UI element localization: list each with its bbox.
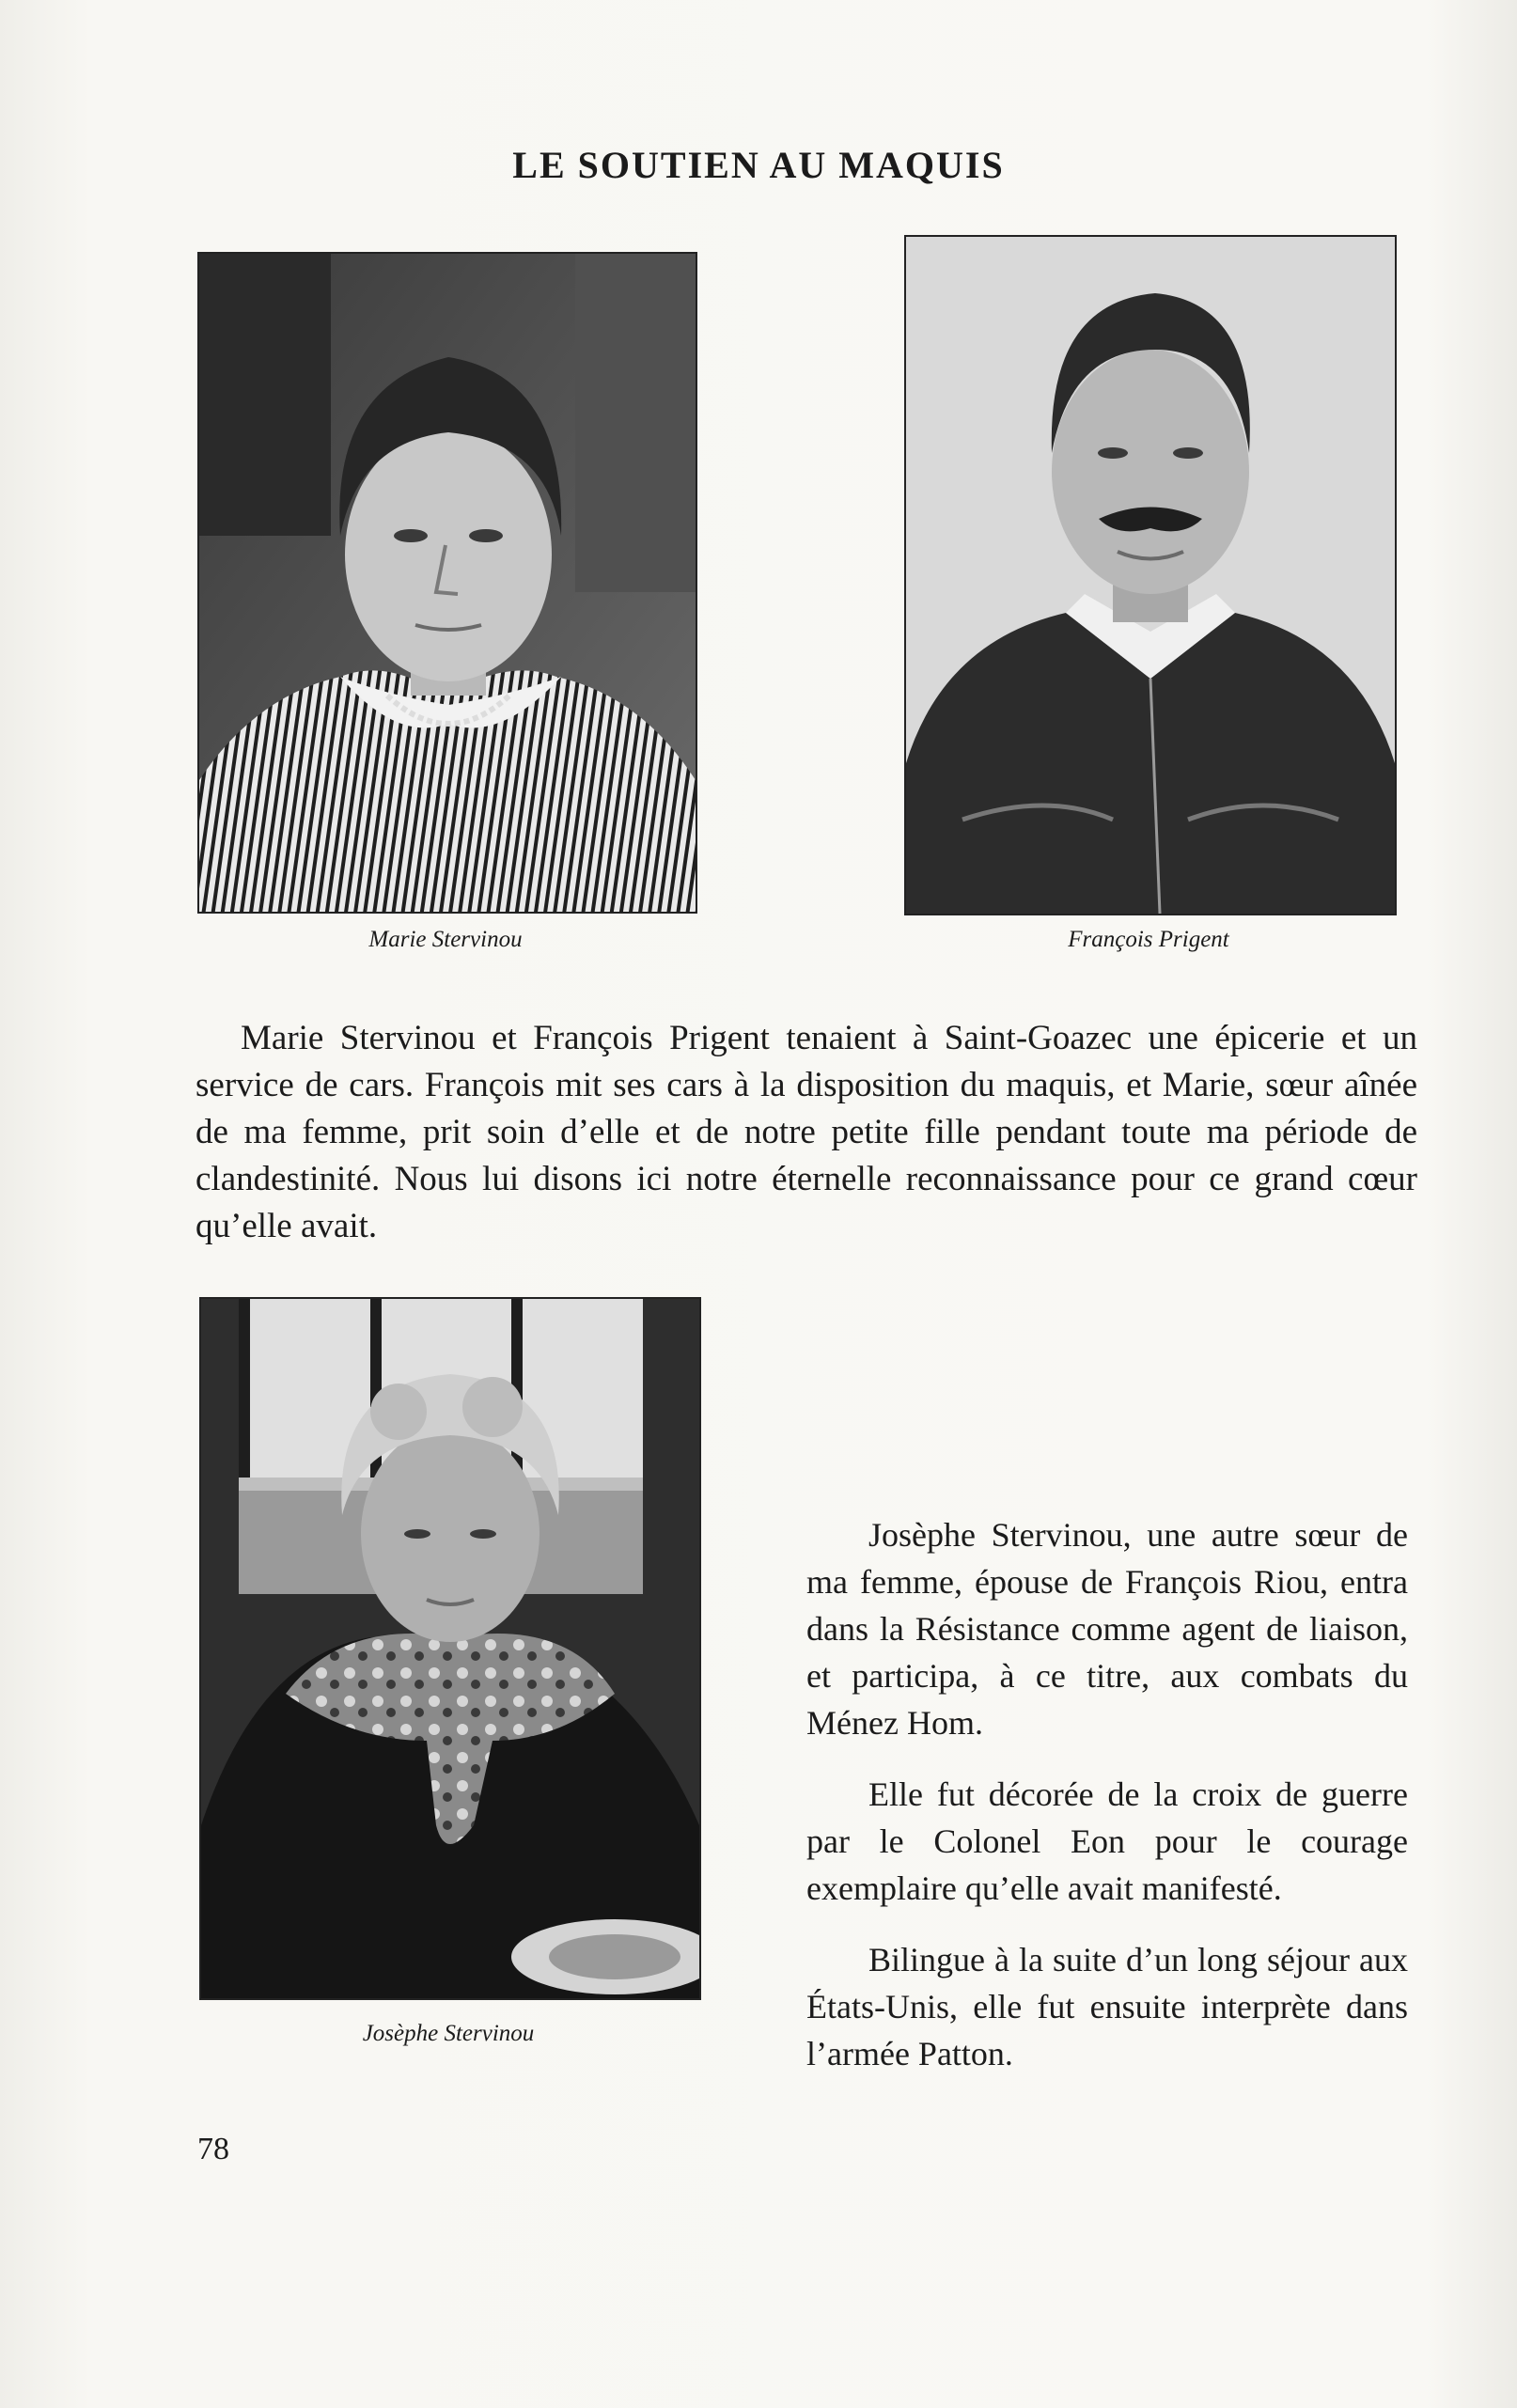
- paragraph-josephe-resistance: Josèphe Stervinou, une autre sœur de ma femme, épouse de François Riou, entra dans la Résistance comme agent de liaison, et participa, à ce titre, aux combats du Ménez Hom.: [806, 1516, 1408, 1742]
- portrait-elderly-woman-image: [201, 1299, 699, 1998]
- page-number: 78: [197, 2132, 229, 2166]
- page-title: LE SOUTIEN AU MAQUIS: [512, 144, 1005, 186]
- photo-marie-stervinou: [197, 252, 697, 914]
- caption-francois-prigent: François Prigent: [1068, 927, 1229, 952]
- paragraph-armee-patton: Bilingue à la suite d’un long séjour aux États-Unis, elle fut ensuite interprète dans l’armée Patton.: [806, 1941, 1408, 2072]
- caption-marie-stervinou: Marie Stervinou: [368, 927, 523, 952]
- text-column-josephe: [806, 1511, 1408, 2102]
- paragraph-croix-de-guerre: Elle fut décorée de la croix de guerre par le Colonel Eon pour le courage exemplaire qu’elle avait manifesté.: [806, 1775, 1408, 1907]
- paragraph-marie-francois: Marie Stervinou et François Prigent tenaient à Saint-Goazec une épicerie et un service de cars. François mit ses cars à la disposition du maquis, et Marie, sœur aînée de ma femme, prit soin d’elle et de notre petite fille pendant toute ma période de clandestinité. Nous lui disons ici notre éternelle reconnaissance pour ce grand cœur qu’elle avait.: [195, 1019, 1417, 1245]
- photo-josephe-stervinou: [199, 1297, 701, 2000]
- portrait-man-image: [906, 237, 1395, 914]
- caption-josephe-stervinou: Josèphe Stervinou: [362, 2021, 535, 2046]
- portrait-woman-image: [199, 254, 696, 912]
- photo-francois-prigent: [904, 235, 1397, 915]
